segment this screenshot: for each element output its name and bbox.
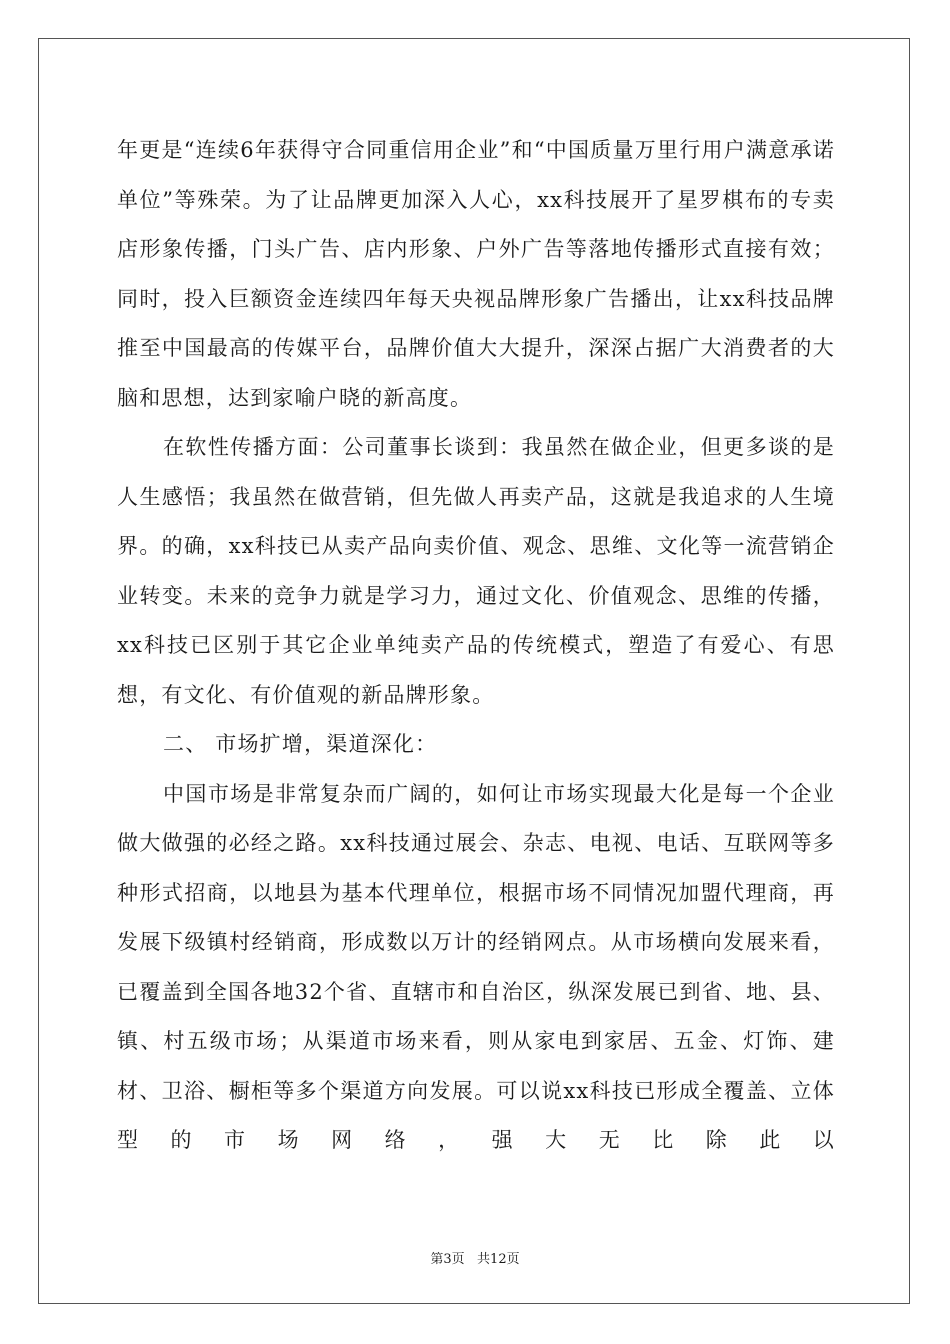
section-heading-market-expansion: 二、 市场扩增，渠道深化： — [163, 732, 438, 756]
paragraph-market-channels: 中国市场是非常复杂而广阔的，如何让市场实现最大化是每一个企业做大做强的必经之路。xx科技通过展会、杂志、电视、电话、互联网等多种形式招商，以地县为基本代理单位，根据市场不同情况加盟代理商，再发展下级镇村经销商，形成数以万计的经销网点。从市场横向发展来看，已覆盖到全国各地32个省、直辖市和自治区，纵深发展已到省、地、县、镇、村五级市场；从渠道市场来看，则从家电到家居、五金、灯饰、建材、卫浴、橱柜等多个渠道方向发展。可以说xx科技已形成全覆盖、立体型的市场网络，强大无比除此以 — [117, 781, 835, 1152]
paragraph-brand-honors: 年更是“连续6年获得守合同重信用企业”和“中国质量万里行用户满意承诺单位”等殊荣。为了让品牌更加深入人心，xx科技展开了星罗棋布的专卖店形象传播，门头广告、店内形象、户外广告等落地传播形式直接有效；同时，投入巨额资金连续四年每天央视品牌形象广告播出，让xx科技品牌推至中国最高的传媒平台，品牌价值大大提升，深深占据广大消费者的大脑和思想，达到家喻户晓的新高度。 — [117, 138, 835, 410]
paragraph-soft-communication: 在软性传播方面：公司董事长谈到：我虽然在做企业，但更多谈的是人生感悟；我虽然在做营销，但先做人再卖产品，这就是我追求的人生境界。的确，xx科技已从卖产品向卖价值、观念、思维、文化等一流营销企业转变。未来的竞争力就是学习力，通过文化、价值观念、思维的传播，xx科技已区别于其它企业单纯卖产品的传统模式，塑造了有爱心、有思想，有文化、有价值观的新品牌形象。 — [117, 435, 835, 707]
document-body — [117, 126, 835, 1166]
page-number-footer: 第3页 共12页 — [430, 1252, 520, 1267]
